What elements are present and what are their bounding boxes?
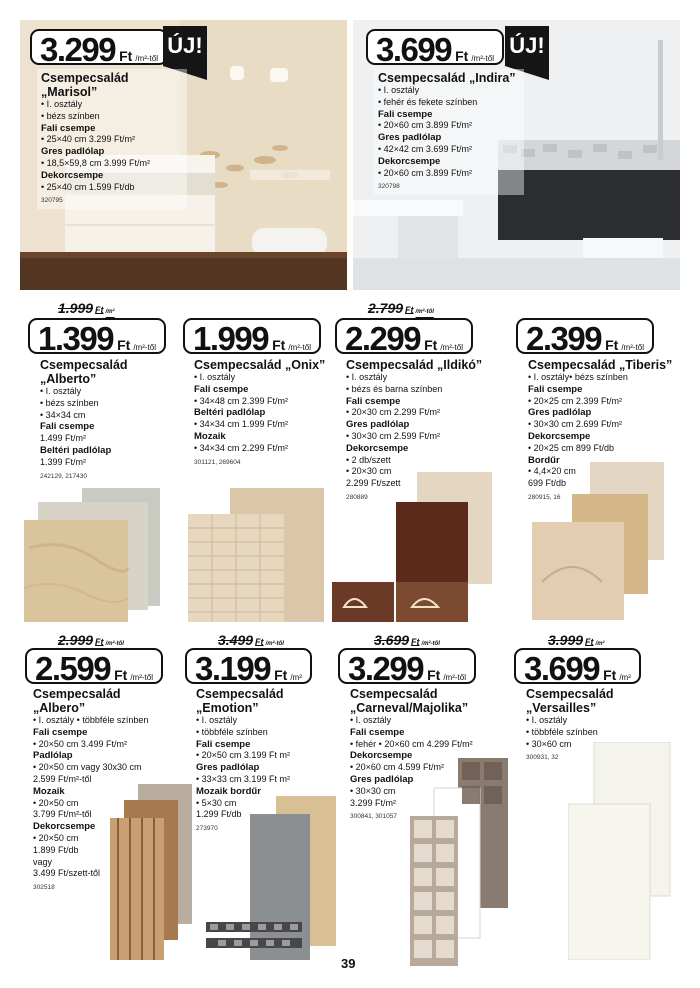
product-code: 300931, 32 bbox=[526, 754, 559, 762]
old-price-value: 2.799 bbox=[368, 300, 404, 316]
product-title: Csempecsalád „Indira” bbox=[378, 71, 516, 85]
section-heading: Fali csempe bbox=[196, 738, 251, 750]
ildiko-tile-samples bbox=[332, 472, 494, 622]
spec-line: 3.799 Ft/m²-től bbox=[33, 809, 92, 820]
price-value: 1.399 bbox=[38, 320, 114, 357]
section-heading: Fali csempe bbox=[194, 383, 249, 395]
old-price-value: 2.999 bbox=[58, 632, 94, 648]
product-code: 280889 bbox=[346, 493, 368, 501]
price-currency: Ft bbox=[272, 337, 286, 353]
spec-line: 1.499 Ft/m² bbox=[40, 433, 87, 444]
price-currency: Ft bbox=[119, 48, 133, 64]
product-title: Csempecsalád „Marisol” bbox=[41, 71, 129, 99]
spec-line: • 20×60 cm 3.899 Ft/m² bbox=[378, 167, 472, 178]
spec-line: • 20×50 cm bbox=[33, 832, 79, 843]
spec-line: • 20×60 cm 3.899 Ft/m² bbox=[378, 120, 472, 131]
price-currency: Ft bbox=[274, 667, 288, 683]
price-value: 1.999 bbox=[193, 320, 269, 357]
old-price-currency: Ft bbox=[95, 637, 104, 647]
price-currency: Ft bbox=[117, 337, 131, 353]
section-heading: Gres padlólap bbox=[196, 762, 260, 774]
spec-line: • többféle színben bbox=[526, 726, 598, 737]
spec-line: • 33×33 cm 3.199 Ft m² bbox=[196, 773, 290, 784]
spec-line: • 30×30 cm 2.599 Ft/m² bbox=[346, 430, 440, 441]
spec-line: • többféle színben bbox=[196, 726, 268, 737]
old-price-value: 3.499 bbox=[218, 632, 254, 648]
price-unit: /m²-től bbox=[621, 343, 644, 352]
spec-line: 699 Ft/db bbox=[528, 478, 567, 489]
spec-line: • 30×30 cm bbox=[350, 785, 396, 796]
product-title: Csempecsalád „Alberto” bbox=[40, 358, 128, 386]
spec-line: • bézs színben bbox=[40, 397, 99, 408]
section-heading: Mozaik bbox=[194, 430, 226, 442]
spec-line: • 20×50 cm 3.499 Ft/m² bbox=[33, 738, 127, 749]
spec-line: • I. osztály bbox=[350, 715, 392, 725]
section-heading: Fali csempe bbox=[40, 421, 95, 433]
price-currency: Ft bbox=[427, 667, 441, 683]
product-title: Csempecsalád „Albero” bbox=[33, 687, 121, 715]
section-heading: Beltéri padlólap bbox=[194, 407, 266, 419]
price-unit: /m²-től bbox=[130, 673, 153, 682]
price-value: 3.199 bbox=[195, 650, 271, 687]
spec-line: • 34×34 cm 1.999 Ft/m² bbox=[194, 419, 288, 430]
old-price-unit: /m²-től bbox=[421, 641, 440, 647]
price-box-emotion bbox=[185, 648, 312, 687]
section-heading: Beltéri padlólap bbox=[40, 444, 112, 456]
product-lines bbox=[40, 386, 160, 469]
price-box-tiberis bbox=[516, 318, 654, 357]
product-title: Csempecsalád „Tiberis” bbox=[528, 358, 673, 372]
old-price-currency: Ft bbox=[411, 637, 420, 647]
price-unit: /m²-től bbox=[133, 343, 156, 352]
tiberis-tile-samples bbox=[532, 462, 666, 620]
spec-line: • I. osztály • többféle színben bbox=[33, 715, 149, 725]
section-heading: Dekorcsempe bbox=[33, 821, 96, 833]
emotion-tile-samples bbox=[206, 796, 338, 960]
old-price-value: 3.999 bbox=[548, 632, 584, 648]
product-title: Csempecsalád „Versailles” bbox=[526, 687, 614, 715]
old-price-currency: Ft bbox=[255, 637, 264, 647]
section-heading: Fali csempe bbox=[528, 383, 583, 395]
price-box-marisol bbox=[30, 29, 168, 68]
product-lines bbox=[378, 85, 520, 179]
page-number: 39 bbox=[341, 956, 356, 971]
product-code: 301121, 269604 bbox=[194, 458, 241, 466]
spec-line: • 25×40 cm 1.599 Ft/db bbox=[41, 181, 135, 192]
product-lines bbox=[194, 372, 334, 455]
old-price-value: 3.699 bbox=[374, 632, 410, 648]
price-box-versailles bbox=[514, 648, 641, 687]
price-value: 2.599 bbox=[35, 650, 111, 687]
price-value: 3.299 bbox=[40, 31, 116, 68]
price-value: 3.299 bbox=[348, 650, 424, 687]
section-heading: Mozaik bordűr bbox=[196, 785, 261, 797]
spec-line: • 20×50 cm 3.199 Ft m² bbox=[196, 750, 290, 761]
carneval-tile-samples bbox=[410, 758, 510, 966]
spec-line: • I. osztály bbox=[526, 715, 568, 725]
spec-line: 1.299 Ft/db bbox=[196, 809, 242, 820]
spec-line: • 20×30 cm bbox=[346, 466, 392, 477]
section-heading: Bordűr bbox=[528, 454, 560, 466]
old-price-ildiko bbox=[368, 300, 434, 316]
spec-line: • 34×34 cm bbox=[40, 409, 86, 420]
section-heading: Dekorcsempe bbox=[350, 750, 413, 762]
spec-line: • I. osztály bbox=[378, 85, 420, 95]
price-unit: /m²-től bbox=[440, 343, 463, 352]
old-price-currency: Ft bbox=[585, 637, 594, 647]
old-price-unit: /m²-től bbox=[105, 641, 124, 647]
spec-line: • 18,5×59,8 cm 3.999 Ft/m² bbox=[41, 157, 150, 168]
new-badge-marisol: ÚJ! bbox=[163, 26, 207, 66]
spec-line: • I. osztály bbox=[346, 372, 388, 382]
spec-line: • 25×40 cm 3.299 Ft/m² bbox=[41, 134, 135, 145]
price-unit: /m²-től bbox=[443, 673, 466, 682]
old-price-carneval bbox=[374, 632, 440, 648]
spec-line: • fehér és fekete színben bbox=[378, 96, 478, 107]
section-heading: Fali csempe bbox=[346, 395, 401, 407]
spec-line: • 20×60 cm 4.599 Ft/m² bbox=[350, 762, 444, 773]
product-code: 320795 bbox=[41, 197, 63, 205]
price-box-albero bbox=[25, 648, 163, 687]
old-price-emotion bbox=[218, 632, 284, 648]
product-code: 242129, 217430 bbox=[40, 472, 87, 480]
spec-line: • I. osztály bbox=[40, 386, 82, 396]
product-description-onix bbox=[194, 358, 334, 468]
old-price-alberto bbox=[58, 300, 115, 316]
section-heading: Gres padlólap bbox=[528, 407, 592, 419]
spec-line: • 30×30 cm 2.699 Ft/m² bbox=[528, 419, 622, 430]
new-badge-indira: ÚJ! bbox=[505, 26, 549, 66]
spec-line: • fehér • 20×60 cm 4.299 Ft/m² bbox=[350, 738, 473, 749]
spec-line: 3.299 Ft/m² bbox=[350, 797, 397, 808]
section-heading: Fali csempe bbox=[378, 108, 433, 120]
section-heading: Gres padlólap bbox=[378, 132, 442, 144]
product-title: Csempecsalád „Carneval/Majolika” bbox=[350, 687, 469, 715]
section-heading: Fali csempe bbox=[33, 726, 88, 738]
spec-line: • 42×42 cm 3.699 Ft/m² bbox=[378, 143, 472, 154]
price-unit: /m²-től bbox=[135, 54, 158, 63]
onix-tile-samples bbox=[188, 488, 326, 624]
spec-line: • 2 db/szett bbox=[346, 454, 391, 465]
price-box-ildiko bbox=[335, 318, 473, 357]
price-value: 2.299 bbox=[345, 320, 421, 357]
section-heading: Gres padlólap bbox=[346, 419, 410, 431]
spec-line: • bézs és barna színben bbox=[346, 383, 443, 394]
price-box-onix bbox=[183, 318, 321, 357]
price-box-alberto bbox=[28, 318, 166, 357]
section-heading: Dekorcsempe bbox=[528, 430, 591, 442]
old-price-unit: /m² bbox=[595, 641, 605, 647]
old-price-currency: Ft bbox=[95, 305, 104, 315]
old-price-currency: Ft bbox=[405, 305, 414, 315]
old-price-value: 1.999 bbox=[58, 300, 94, 316]
section-heading: Padlólap bbox=[33, 750, 73, 762]
price-box-indira bbox=[366, 29, 504, 68]
albero-tile-samples bbox=[110, 784, 194, 960]
product-code: 280915, 16 bbox=[528, 493, 561, 501]
price-currency: Ft bbox=[605, 337, 619, 353]
price-box-carneval bbox=[338, 648, 476, 687]
spec-line: • I. osztály bbox=[194, 372, 236, 382]
spec-line: 1.399 Ft/m² bbox=[40, 456, 87, 467]
price-unit: /m²-től bbox=[288, 343, 311, 352]
alberto-tile-samples bbox=[24, 488, 164, 624]
versailles-tile-samples bbox=[568, 742, 672, 960]
section-heading: Dekorcsempe bbox=[346, 442, 409, 454]
product-code: 273970 bbox=[196, 825, 218, 833]
spec-line: • 34×48 cm 2.399 Ft/m² bbox=[194, 395, 288, 406]
product-code: 302518 bbox=[33, 884, 55, 892]
old-price-unit: /m²-től bbox=[415, 309, 434, 315]
product-description-indira bbox=[374, 69, 524, 195]
spec-line: • 20×50 cm vagy 30x30 cm bbox=[33, 762, 142, 773]
spec-line: 3.499 Ft/szett-től bbox=[33, 868, 101, 879]
spec-line: • 5×30 cm bbox=[196, 797, 237, 808]
spec-line: • I. osztály bbox=[196, 715, 238, 725]
section-heading: Gres padlólap bbox=[350, 773, 414, 785]
spec-line: • 20×25 cm 2.399 Ft/m² bbox=[528, 395, 622, 406]
spec-line: • 34×34 cm 2.299 Ft/m² bbox=[194, 442, 288, 453]
section-heading: Gres padlólap bbox=[41, 146, 105, 158]
price-value: 3.699 bbox=[376, 31, 452, 68]
product-title: Csempecsalád „Onix” bbox=[194, 358, 326, 372]
price-unit: /m² bbox=[290, 673, 302, 682]
product-title: Csempecsalád „Emotion” bbox=[196, 687, 284, 715]
price-currency: Ft bbox=[424, 337, 438, 353]
product-description-marisol bbox=[37, 69, 187, 209]
price-value: 3.699 bbox=[524, 650, 600, 687]
spec-line: 1.899 Ft/db bbox=[33, 844, 79, 855]
section-heading: Fali csempe bbox=[350, 726, 405, 738]
product-description-alberto bbox=[40, 358, 160, 482]
price-currency: Ft bbox=[455, 48, 469, 64]
price-currency: Ft bbox=[114, 667, 128, 683]
spec-line: • 4,4×20 cm bbox=[528, 466, 576, 477]
spec-line: • I. osztály bbox=[41, 99, 83, 109]
price-unit: /m² bbox=[619, 673, 631, 682]
section-heading: Dekorcsempe bbox=[378, 155, 441, 167]
section-heading: Mozaik bbox=[33, 785, 65, 797]
product-lines bbox=[41, 99, 183, 193]
spec-line: vagy bbox=[33, 856, 53, 867]
price-value: 2.399 bbox=[526, 320, 602, 357]
section-heading: Fali csempe bbox=[41, 122, 96, 134]
spec-line: • 30×60 cm bbox=[526, 738, 572, 749]
spec-line: • 20×30 cm 2.299 Ft/m² bbox=[346, 407, 440, 418]
spec-line: • I. osztály• bézs színben bbox=[528, 372, 628, 382]
old-price-albero bbox=[58, 632, 124, 648]
product-code: 320798 bbox=[378, 183, 400, 191]
price-currency: Ft bbox=[603, 667, 617, 683]
spec-line: • 20×25 cm 899 Ft/db bbox=[528, 442, 614, 453]
price-unit: /m²-től bbox=[471, 54, 494, 63]
spec-line: 2.299 Ft/szett bbox=[346, 478, 401, 489]
spec-line: • 20×50 cm bbox=[33, 797, 79, 808]
section-heading: Dekorcsempe bbox=[41, 169, 104, 181]
old-price-unit: /m² bbox=[105, 309, 115, 315]
product-title: Csempecsalád „Ildikó” bbox=[346, 358, 483, 372]
spec-line: • bézs színben bbox=[41, 110, 100, 121]
product-code: 300841, 301057 bbox=[350, 813, 397, 821]
old-price-unit: /m²-től bbox=[265, 641, 284, 647]
old-price-versailles bbox=[548, 632, 605, 648]
spec-line: 2.599 Ft/m²-től bbox=[33, 773, 92, 784]
